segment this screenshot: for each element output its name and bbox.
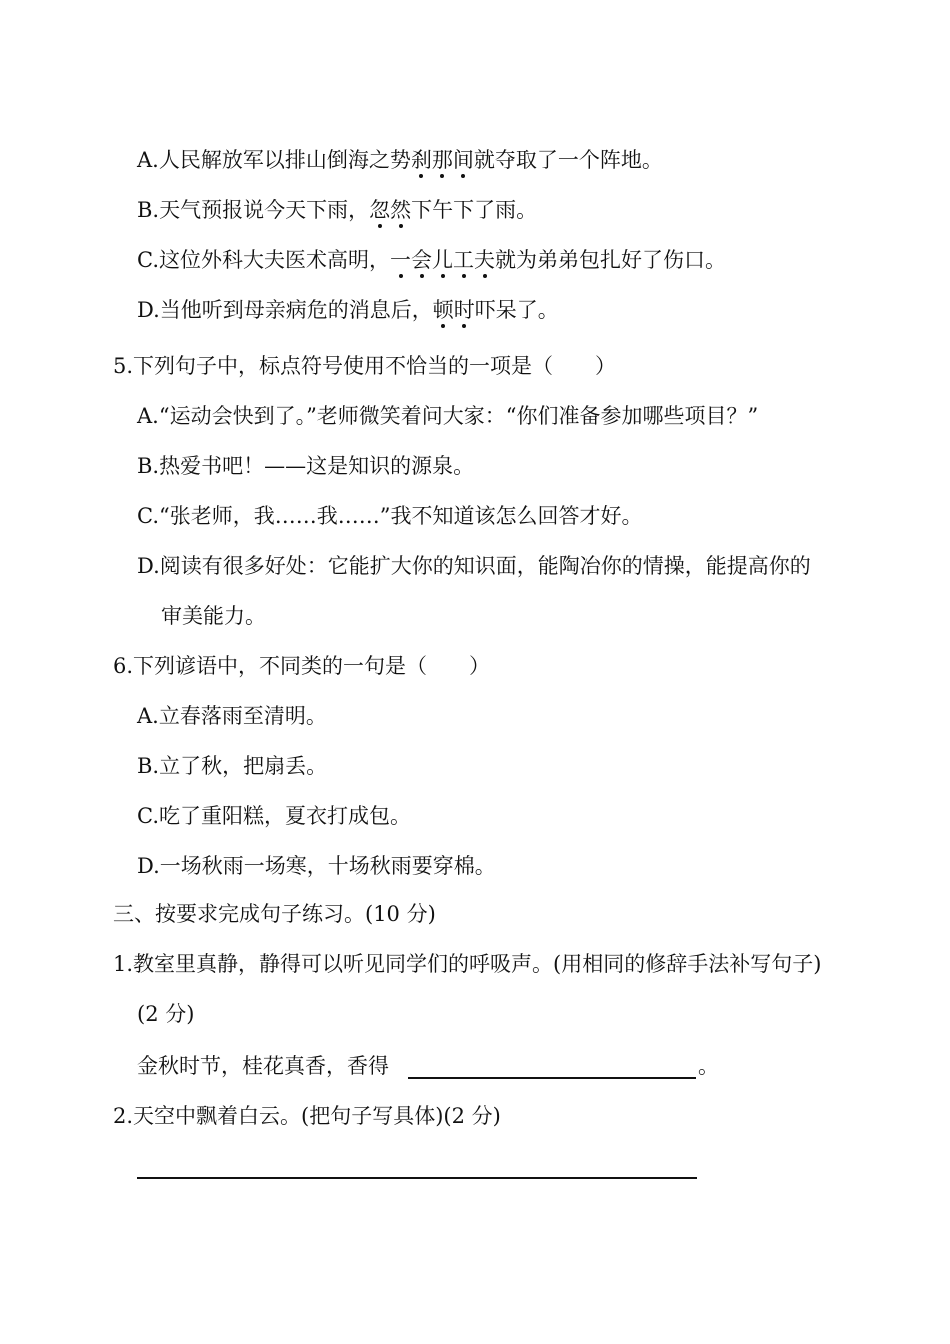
q6-option-d: D.一场秋雨一场寒，十场秋雨要穿棉。 (137, 854, 496, 878)
emphasis-char: 然 (390, 198, 412, 222)
emphasis-char: 时 (453, 298, 475, 322)
emphasis-char: 忽 (369, 198, 391, 222)
emphasis-char: 间 (452, 148, 474, 172)
emphasis-char: 工 (453, 248, 474, 272)
q4-option-c (137, 246, 726, 274)
answer-blank-line[interactable] (137, 1177, 697, 1179)
q5-option-c: C.“张老师，我……我……”我不知道该怎么回答才好。 (137, 504, 643, 528)
q5-option-d-continued: 审美能力。 (161, 604, 266, 628)
s3-q1-score: (2 分) (137, 1002, 195, 1026)
emphasis-char: 那 (431, 148, 453, 172)
s3-q1-answer-suffix: 。 (698, 1054, 719, 1078)
q6-stem: 6.下列谚语中，不同类的一句是（ ） (113, 654, 491, 678)
option-text: 就夺取了一个阵地。 (473, 148, 663, 172)
q5-option-a: A.“运动会快到了。”老师微笑着问大家：“你们准备参加哪些项目？” (137, 404, 759, 428)
q6-option-b: B.立了秋，把扇丢。 (137, 754, 328, 778)
q5-stem: 5.下列句子中，标点符号使用不恰当的一项是（ ） (113, 354, 617, 378)
s3-q1-answer-prefix: 金秋时节，桂花真香，香得 (137, 1054, 389, 1078)
option-text: C.这位外科大夫医术高明， (137, 248, 390, 272)
option-text: A.人民解放军以排山倒海之势 (137, 148, 411, 172)
option-text: 下午下了雨。 (411, 198, 538, 222)
emphasis-char: 顿 (432, 298, 454, 322)
option-text: 就为弟弟包扎好了伤口。 (495, 248, 726, 272)
emphasis-char: 儿 (432, 248, 453, 272)
emphasis-char: 一 (390, 248, 411, 272)
emphasis-char: 会 (411, 248, 432, 272)
option-text: D.当他听到母亲病危的消息后， (137, 298, 433, 322)
q4-option-b (137, 196, 537, 224)
emphasis-char: 刹 (410, 148, 432, 172)
q4-option-d (137, 296, 559, 324)
q4-option-a (137, 146, 663, 174)
section-heading: 三、按要求完成句子练习。(10 分) (113, 902, 436, 926)
s3-q2-text: 2.天空中飘着白云。(把句子写具体)(2 分) (113, 1104, 501, 1128)
emphasis-char: 夫 (474, 248, 495, 272)
q5-option-d: D.阅读有很多好处：它能扩大你的知识面，能陶冶你的情操，能提高你的 (137, 554, 811, 578)
answer-blank-line[interactable] (408, 1077, 696, 1079)
s3-q1-text: 1.教室里真静，静得可以听见同学们的呼吸声。(用相同的修辞手法补写句子) (113, 952, 822, 976)
option-text: B.天气预报说今天下雨， (137, 198, 370, 222)
q5-option-b: B.热爱书吧！——这是知识的源泉。 (137, 454, 475, 478)
option-text: 吓呆了。 (474, 298, 559, 322)
q6-option-a: A.立春落雨至清明。 (137, 704, 327, 728)
q6-option-c: C.吃了重阳糕，夏衣打成包。 (137, 804, 411, 828)
